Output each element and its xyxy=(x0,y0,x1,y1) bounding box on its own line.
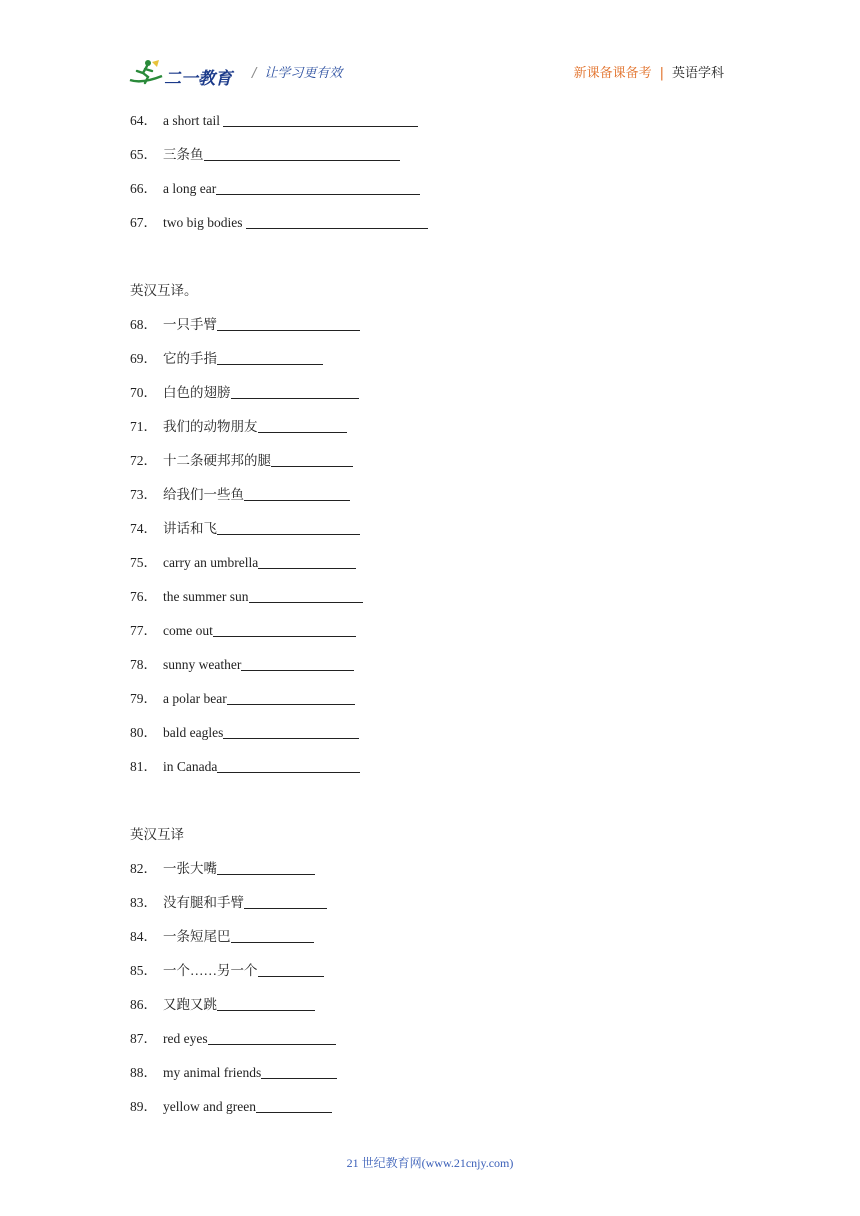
page-header xyxy=(128,54,728,90)
item-prompt: the summer sun xyxy=(163,589,249,604)
spacer xyxy=(130,240,730,274)
exercise-content xyxy=(130,104,730,1124)
answer-blank[interactable] xyxy=(256,1099,332,1113)
exercise-item xyxy=(130,648,730,682)
answer-blank[interactable] xyxy=(231,929,314,943)
answer-blank[interactable] xyxy=(258,555,356,569)
exercise-item xyxy=(130,886,730,920)
slogan-text: 让学习更有效 xyxy=(264,66,343,81)
item-prompt: carry an umbrella xyxy=(163,555,259,570)
answer-blank[interactable] xyxy=(208,1031,336,1045)
item-prompt: two big bodies xyxy=(163,215,246,230)
item-prompt: 它的手指 xyxy=(163,351,217,366)
answer-blank[interactable] xyxy=(227,691,355,705)
exercise-item xyxy=(130,1022,730,1056)
exercise-item xyxy=(130,172,730,206)
answer-blank[interactable] xyxy=(223,725,359,739)
exercise-item xyxy=(130,512,730,546)
item-prompt: 十二条硬邦邦的腿 xyxy=(163,453,271,468)
answer-blank[interactable] xyxy=(217,997,315,1011)
exercise-item xyxy=(130,614,730,648)
answer-blank[interactable] xyxy=(223,113,418,127)
item-prompt: bald eagles xyxy=(163,725,224,740)
item-prompt: 一张大嘴 xyxy=(163,861,217,876)
section-title-3: 英汉互译 xyxy=(130,827,184,842)
exercise-item xyxy=(130,478,730,512)
answer-blank[interactable] xyxy=(246,215,428,229)
item-number: 85． xyxy=(130,963,157,978)
item-prompt: 一只手臂 xyxy=(163,317,217,332)
answer-blank[interactable] xyxy=(217,759,360,773)
header-separator: | xyxy=(659,66,664,81)
item-number: 81． xyxy=(130,759,157,774)
item-prompt: 又跑又跳 xyxy=(163,997,217,1012)
slogan-slash: / xyxy=(252,66,257,81)
exercise-group-1 xyxy=(130,104,730,240)
item-prompt: a polar bear xyxy=(163,691,227,706)
header-tag-right: 英语学科 xyxy=(671,66,724,81)
answer-blank[interactable] xyxy=(258,963,324,977)
answer-blank[interactable] xyxy=(204,147,400,161)
exercise-item xyxy=(130,1056,730,1090)
section-title-2: 英汉互译。 xyxy=(130,283,198,298)
item-prompt: 我们的动物朋友 xyxy=(163,419,258,434)
item-prompt: 没有腿和手臂 xyxy=(163,895,244,910)
brand-logo xyxy=(128,58,238,90)
header-tag-left: 新课备课备考 xyxy=(573,66,652,81)
answer-blank[interactable] xyxy=(217,317,360,331)
item-number: 84． xyxy=(130,929,157,944)
item-prompt: a short tail xyxy=(163,113,224,128)
exercise-item xyxy=(130,206,730,240)
slogan xyxy=(252,62,342,81)
item-prompt: sunny weather xyxy=(163,657,242,672)
exercise-group-2 xyxy=(130,308,730,784)
item-number: 72． xyxy=(130,453,157,468)
exercise-item xyxy=(130,852,730,886)
answer-blank[interactable] xyxy=(213,623,356,637)
exercise-item xyxy=(130,580,730,614)
exercise-group-3 xyxy=(130,852,730,1124)
item-number: 80． xyxy=(130,725,157,740)
answer-blank[interactable] xyxy=(244,487,350,501)
exercise-item xyxy=(130,376,730,410)
item-number: 88． xyxy=(130,1065,157,1080)
item-prompt: 给我们一些鱼 xyxy=(163,487,244,502)
answer-blank[interactable] xyxy=(217,351,323,365)
item-prompt: 一个……另一个 xyxy=(163,963,258,978)
item-number: 66． xyxy=(130,181,157,196)
item-number: 76． xyxy=(130,589,157,604)
item-number: 79． xyxy=(130,691,157,706)
answer-blank[interactable] xyxy=(241,657,354,671)
exercise-item xyxy=(130,988,730,1022)
item-number: 71． xyxy=(130,419,157,434)
item-number: 78． xyxy=(130,657,157,672)
item-number: 82． xyxy=(130,861,157,876)
item-prompt: red eyes xyxy=(163,1031,208,1046)
exercise-item xyxy=(130,104,730,138)
item-prompt: my animal friends xyxy=(163,1065,262,1080)
item-number: 75． xyxy=(130,555,157,570)
exercise-item xyxy=(130,716,730,750)
item-number: 65． xyxy=(130,147,157,162)
item-number: 83． xyxy=(130,895,157,910)
item-number: 89． xyxy=(130,1099,157,1114)
item-prompt: 讲话和飞 xyxy=(163,521,217,536)
item-number: 86． xyxy=(130,997,157,1012)
exercise-item xyxy=(130,920,730,954)
item-number: 70． xyxy=(130,385,157,400)
answer-blank[interactable] xyxy=(271,453,353,467)
item-prompt: a long ear xyxy=(163,181,217,196)
exercise-item xyxy=(130,954,730,988)
exercise-item xyxy=(130,750,730,784)
answer-blank[interactable] xyxy=(216,181,420,195)
exercise-item xyxy=(130,1090,730,1124)
item-prompt: 三条鱼 xyxy=(163,147,204,162)
spacer xyxy=(130,784,730,818)
answer-blank[interactable] xyxy=(217,521,360,535)
item-prompt: in Canada xyxy=(163,759,218,774)
item-number: 67． xyxy=(130,215,157,230)
answer-blank[interactable] xyxy=(261,1065,337,1079)
exercise-item xyxy=(130,308,730,342)
item-number: 77． xyxy=(130,623,157,638)
runner-logo-icon xyxy=(128,58,164,88)
logo-text: 二一教育 xyxy=(164,69,232,89)
item-number: 69． xyxy=(130,351,157,366)
header-tags xyxy=(574,62,724,81)
answer-blank[interactable] xyxy=(244,895,327,909)
item-prompt: 白色的翅膀 xyxy=(163,385,231,400)
exercise-item xyxy=(130,546,730,580)
item-number: 64． xyxy=(130,113,157,128)
item-prompt: 一条短尾巴 xyxy=(163,929,231,944)
item-prompt: come out xyxy=(163,623,213,638)
page-footer: 21 世纪教育网(www.21cnjy.com) xyxy=(346,1156,514,1170)
answer-blank[interactable] xyxy=(258,419,347,433)
item-number: 87． xyxy=(130,1031,157,1046)
exercise-item xyxy=(130,444,730,478)
answer-blank[interactable] xyxy=(249,589,363,603)
exercise-item xyxy=(130,138,730,172)
item-number: 74． xyxy=(130,521,157,536)
item-number: 68． xyxy=(130,317,157,332)
exercise-item xyxy=(130,682,730,716)
answer-blank[interactable] xyxy=(231,385,359,399)
item-prompt: yellow and green xyxy=(163,1099,256,1114)
exercise-item xyxy=(130,410,730,444)
exercise-item xyxy=(130,342,730,376)
item-number: 73． xyxy=(130,487,157,502)
answer-blank[interactable] xyxy=(217,861,315,875)
